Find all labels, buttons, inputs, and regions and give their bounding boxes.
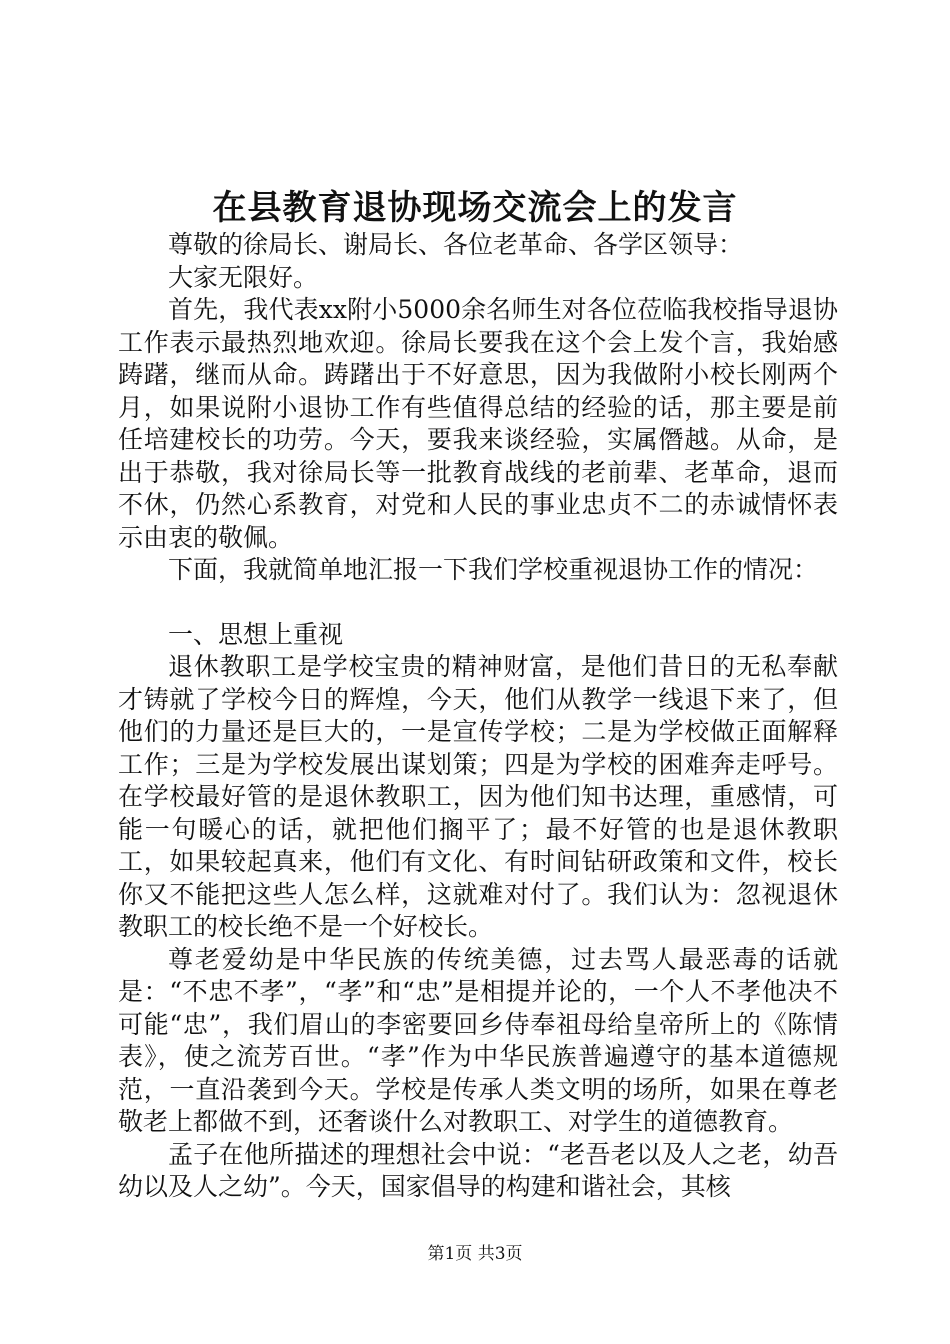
greeting-paragraph: 大家无限好。 [168, 262, 319, 292]
section-paragraph-mencius: 孟子在他所描述的理想社会中说：“老吾老以及人之老，幼吾幼以及人之幼”。今天，国家倡导的构建和谐社会，其核 [118, 1139, 838, 1201]
salutation-paragraph: 尊敬的徐局长、谢局长、各位老革命、各学区领导： [168, 230, 744, 259]
page-footer: 第1页 共3页 [427, 1244, 523, 1264]
opening-paragraph: 首先，我代表xx附小5000余名师生对各位莅临我校指导退协工作表示最热烈地欢迎。徐局长要我在这个会上发个言，我始感踌躇，继而从命。踌躇出于不好意思，因为我做附小校长刚两个月，如果说附小退协工作有些值得总结的经验的话，那主要是前任培建校长的功劳。今天，要我来谈经验，实属僭越。从命，是出于恭敬，我对徐局长等一批教育战线的老前辈、老革命，退而不休，仍然心系教育，对党和人民的事业忠贞不二的赤诚情怀表示由衷的敬佩。 [118, 295, 838, 552]
document-body [118, 229, 838, 1204]
report-intro-paragraph: 下面，我就简单地汇报一下我们学校重视退协工作的情况： [168, 555, 819, 584]
section-paragraph-filial-piety: 尊老爱幼是中华民族的传统美德，过去骂人最恶毒的话就是：“不忠不孝”，“孝”和“忠”是相提并论的，一个人不孝他决不可能“忠”，我们眉山的李密要回乡侍奉祖母给皇帝所上的《陈情表》，使之流芳百世。“孝”作为中华民族普遍遵守的基本道德规范，一直沿袭到今天。学校是传承人类文明的场所，如果在尊老敬老上都做不到，还奢谈什么对教职工、对学生的道德教育。 [118, 944, 838, 1136]
paragraph-spacer [118, 587, 838, 619]
document-title: 在县教育退协现场交流会上的发言 [212, 188, 738, 228]
section-paragraph-retirees: 退休教职工是学校宝贵的精神财富，是他们昔日的无私奉献才铸就了学校今日的辉煌，今天，他们从教学一线退下来了，但他们的力量还是巨大的，一是宣传学校；二是为学校做正面解释工作；三是为学校发展出谋划策；四是为学校的困难奔走呼号。在学校最好管的是退休教职工，因为他们知书达理，重感情，可能一句暖心的话，就把他们搁平了；最不好管的也是退休教职工，如果较起真来，他们有文化、有时间钻研政策和文件，校长你又不能把这些人怎么样，这就难对付了。我们认为：忽视退休教职工的校长绝不是一个好校长。 [118, 652, 838, 941]
section-heading: 一、思想上重视 [168, 619, 344, 649]
